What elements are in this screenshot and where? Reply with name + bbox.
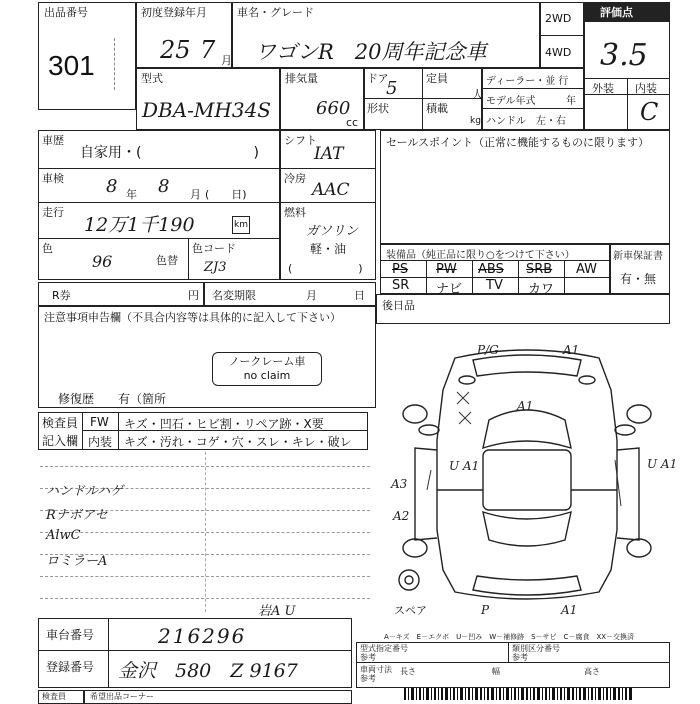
interior-label: 内装 [635, 82, 657, 95]
height-label: 高さ [584, 667, 600, 676]
reg-value: 金沢 580 Z 9167 [118, 660, 298, 682]
ac-value: AAC [312, 180, 350, 200]
shift-label: シフト [284, 134, 317, 147]
diagram-bottom-note: 岩A U [258, 604, 296, 619]
chassis-label: 車台番号 [46, 628, 95, 642]
cc-unit: cc [346, 116, 359, 129]
equip-aw: AW [576, 262, 598, 277]
note-line-3: AlwC [46, 528, 81, 543]
handle-label: ハンドル 左・右 [486, 116, 566, 127]
color-label: 色 [42, 242, 53, 255]
interior-check-label: 内装 [88, 435, 113, 449]
reg-label: 登録番号 [46, 660, 95, 674]
equip-sr: SR [392, 278, 410, 293]
width-label: 幅 [492, 667, 500, 676]
note-line-1: ハンドルハゲ [46, 484, 124, 499]
fuel-options: 軽・油 [310, 242, 347, 256]
notes-label: 注意事項申告欄（不具合内容等は具体的に記入して下さい） [44, 311, 341, 324]
first-reg-year: 25 [160, 36, 191, 64]
later-label: 後日品 [382, 299, 415, 312]
model-ref-label: 参考 [360, 653, 376, 662]
fuel-value: ガソリン [306, 224, 359, 239]
type-value: DBA-MH34S [142, 98, 272, 122]
ac-label: 冷房 [284, 172, 306, 185]
inspection-month: 8 [158, 176, 170, 197]
sales-label: セールスポイント（正常に機能するものに限ります） [386, 136, 650, 149]
shift-value: IAT [314, 144, 344, 164]
exterior-label: 外装 [592, 82, 614, 95]
fuel-label: 燃料 [284, 206, 306, 219]
equipment-label: 装備品（純正品に限り○をつけて下さい） [386, 250, 575, 261]
length-label: 長さ [400, 667, 416, 676]
name-change-month: 月 [306, 289, 317, 302]
category-label: 類別区分番号 [512, 644, 560, 653]
lot-label: 出品番号 [44, 6, 88, 19]
color-value: 96 [92, 252, 113, 271]
yen-unit: 円 [188, 289, 199, 302]
first-reg-label: 初度登録年月 [141, 6, 207, 19]
inspection-month-kanji: 月 [190, 188, 201, 201]
fw-items: キズ・凹石・ヒビ割・リペア跡・X要 [124, 417, 324, 431]
door-label: ドア [367, 72, 389, 85]
equip-srb: SRB [526, 262, 553, 277]
shape-label: 形状 [367, 102, 389, 115]
equip-leather: カワ [528, 282, 555, 297]
size-label: 車両寸法 [360, 665, 392, 674]
first-reg-month-unit: 月 [221, 54, 232, 67]
no-claim-en: no claim [243, 369, 291, 382]
capacity-label: 定員 [426, 72, 448, 85]
fw-label: FW [90, 415, 109, 429]
interior-items: キズ・汚れ・コゲ・穴・スレ・キレ・破レ [124, 435, 352, 449]
history-label: 車歴 [42, 134, 64, 147]
door-value: 5 [386, 78, 398, 99]
drive-4wd: 4WD [545, 46, 572, 59]
diagram-mark-ua1-left: U A1 [449, 459, 480, 473]
inspection-day: ( 日) [205, 188, 247, 201]
equip-pw: PW [436, 262, 457, 277]
equip-abs: ABS [478, 262, 504, 277]
size-ref-label: 参考 [360, 674, 376, 683]
color-change-label: 色替 [156, 254, 178, 267]
km-unit: km [232, 216, 250, 234]
repair-label: 修復歴 有（箇所 [58, 392, 167, 406]
barcode [404, 688, 634, 700]
model-designation-label: 型式指定番号 [360, 644, 408, 653]
color-code-value: ZJ3 [204, 260, 227, 275]
history-value: 自家用・( ) [80, 145, 259, 161]
inspection-year: 8 [106, 176, 118, 197]
inspector-label-1: 検査員 [42, 416, 79, 430]
diagram-mark-a2: A2 [393, 509, 410, 523]
equip-tv: TV [486, 278, 503, 293]
model-year-label: モデル年式 [486, 96, 536, 107]
note-line-2: Rナボアセ [46, 508, 108, 523]
inspection-label: 車検 [42, 172, 64, 185]
footer-desired-label: 希望出品コーナー [90, 692, 154, 701]
no-claim-jp: ノークレーム車 [228, 355, 306, 368]
inspector-label-2: 記入欄 [42, 434, 79, 448]
mileage-value: 12万1千190 [84, 214, 195, 236]
displacement-value: 660 [316, 98, 351, 119]
kg-unit: kg [470, 116, 481, 126]
drive-2wd: 2WD [545, 12, 572, 25]
later-box [376, 294, 670, 324]
warranty-value: 有・無 [620, 272, 657, 286]
diagram-mark-ua1-right: U A1 [647, 457, 678, 471]
year-unit: 年 [566, 96, 576, 107]
color-code-label: 色コード [192, 242, 236, 255]
diagram-mark-a1-rear: A1 [561, 603, 578, 617]
fuel-paren: ( ) [288, 262, 363, 275]
grade-label: 評価点 [600, 6, 633, 19]
mileage-label: 走行 [42, 206, 64, 219]
spare-label: スペア [394, 604, 427, 617]
type-label: 型式 [141, 72, 163, 85]
diagram-mark-p: P [481, 603, 490, 617]
equip-navi: ナビ [436, 282, 463, 297]
chassis-value: 216296 [158, 624, 247, 648]
diagram-mark-a3: A3 [391, 477, 408, 491]
equip-ps: PS [392, 262, 409, 277]
car-diagram [385, 330, 678, 620]
damage-legend: A－キズ E－エクボ U－凹み W－補修跡 S－サビ C－腐食 XX－交換済 [384, 633, 635, 641]
name-change-label: 名変期限 [212, 289, 256, 302]
warranty-label: 新車保証書 [613, 251, 663, 262]
person-unit: 人 [472, 88, 483, 101]
grade-value: 3.5 [600, 38, 648, 73]
diagram-mark-a1-top: A1 [563, 343, 580, 357]
category-ref-label: 参考 [512, 653, 528, 662]
load-label: 積載 [426, 102, 448, 115]
diagram-mark-a1-hood: A1 [517, 399, 534, 413]
no-claim-stamp [212, 352, 322, 386]
dealer-label: ディーラー・並 行 [486, 76, 569, 87]
interior-value: C [640, 98, 659, 126]
lot-number: 301 [48, 50, 95, 81]
diagram-mark-pg: P/G [477, 343, 499, 357]
note-line-4: ロミラーA [46, 554, 108, 569]
displacement-label: 排気量 [285, 72, 318, 85]
car-name-label: 車名・グレード [237, 6, 314, 19]
name-change-day: 日 [354, 289, 365, 302]
inspection-year-kanji: 年 [126, 188, 137, 201]
recycle-label: R券 [52, 289, 71, 302]
footer-inspector-label: 検査員 [42, 692, 66, 701]
car-name-value: ワゴンR 20周年記念車 [255, 40, 487, 64]
first-reg-month: 7 [200, 36, 216, 64]
